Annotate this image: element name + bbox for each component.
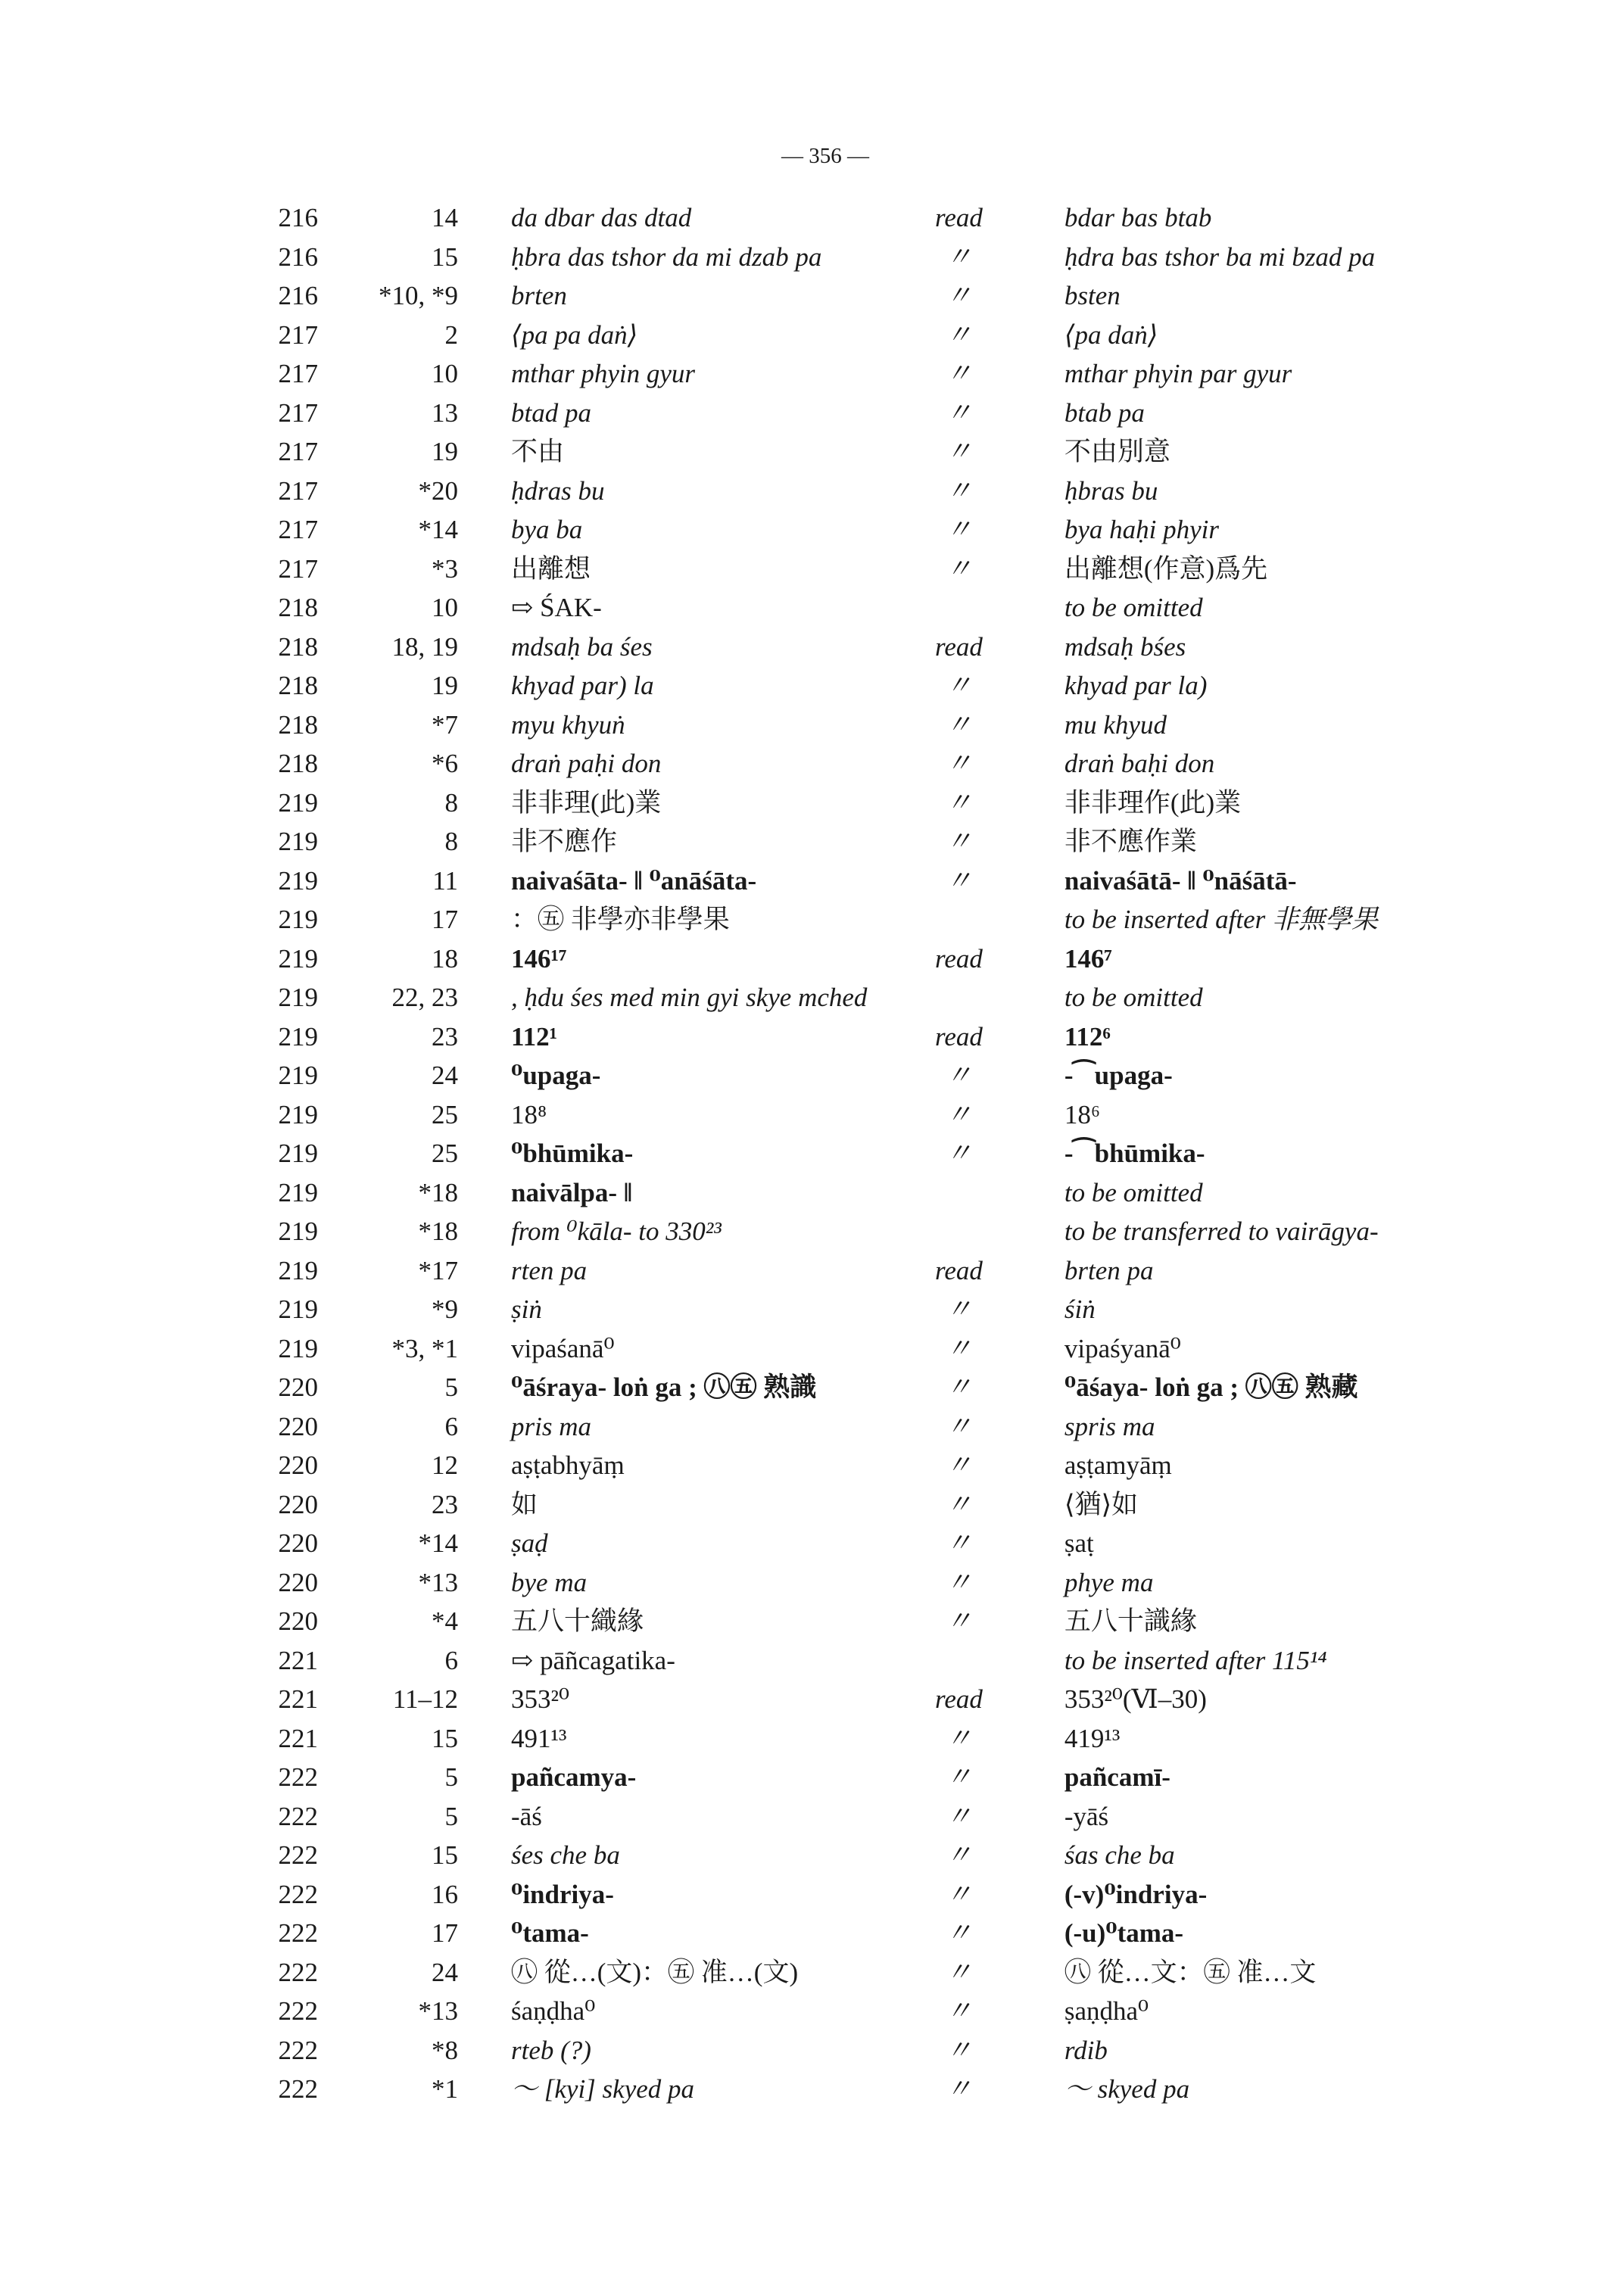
line-ref: *18 xyxy=(418,1217,458,1247)
original-text: aṣṭabhyāṃ xyxy=(511,1450,625,1481)
corrected-text: (-u)⁰tama- xyxy=(1064,1918,1184,1949)
read-mark: 〃 xyxy=(945,1411,972,1441)
page-ref: 216 xyxy=(278,281,318,311)
read-mark: 〃 xyxy=(945,865,972,896)
page-ref: 217 xyxy=(278,359,318,389)
corrected-text: bdar bas btab xyxy=(1064,203,1212,233)
original-text: pañcamya- xyxy=(511,1762,637,1793)
page-ref: 219 xyxy=(278,827,318,857)
read-mark: 〃 xyxy=(945,1801,972,1831)
line-ref: *20 xyxy=(418,475,458,506)
original-text: ṣiṅ xyxy=(511,1294,542,1325)
line-ref: 8 xyxy=(444,787,458,818)
page-ref: 222 xyxy=(278,2035,318,2065)
corrected-text: 不由別意 xyxy=(1064,437,1170,467)
page-ref: 219 xyxy=(278,1255,318,1285)
page-ref: 222 xyxy=(278,1918,318,1949)
corrected-text: -yāś xyxy=(1064,1801,1109,1831)
errata-row xyxy=(265,861,1534,901)
corrected-text: -⁀bhūmika- xyxy=(1064,1139,1205,1169)
read-mark: 〃 xyxy=(945,1333,972,1363)
read-mark: 〃 xyxy=(945,437,972,467)
line-ref: 10 xyxy=(432,359,458,389)
original-text: ⁰tama- xyxy=(511,1918,589,1949)
corrected-text: 112⁶ xyxy=(1064,1021,1111,1051)
corrected-text: pañcamī- xyxy=(1064,1762,1170,1793)
read-mark: 〃 xyxy=(945,1139,972,1169)
read-mark: 〃 xyxy=(945,397,972,428)
page-ref: 217 xyxy=(278,319,318,350)
errata-row xyxy=(265,276,1534,316)
page-ref: 222 xyxy=(278,1879,318,1909)
corrected-text: rdib xyxy=(1064,2035,1108,2065)
errata-row xyxy=(265,1719,1534,1759)
corrected-text: mthar phyin par gyur xyxy=(1064,359,1292,389)
corrected-text: to be omitted xyxy=(1064,1177,1203,1207)
original-text: ⁰upaga- xyxy=(511,1061,601,1091)
page-ref: 219 xyxy=(278,943,318,974)
corrected-text: ḥbras bu xyxy=(1064,475,1158,506)
errata-row xyxy=(265,1329,1534,1369)
errata-row xyxy=(265,354,1534,394)
original-text: rteb (?) xyxy=(511,2035,591,2065)
page-ref: 219 xyxy=(278,1099,318,1129)
page-ref: 219 xyxy=(278,983,318,1013)
line-ref: 18 xyxy=(432,943,458,974)
read-mark: 〃 xyxy=(945,515,972,545)
errata-row xyxy=(265,1407,1534,1447)
original-text: ⁰indriya- xyxy=(511,1879,614,1909)
line-ref: *3 xyxy=(432,553,458,584)
original-text: draṅ paḥi don xyxy=(511,749,662,779)
corrected-text: to be inserted after 非無學果 xyxy=(1064,905,1378,935)
original-text: ⁰bhūmika- xyxy=(511,1139,634,1169)
errata-row xyxy=(265,1953,1534,1992)
line-ref: *14 xyxy=(418,1528,458,1559)
errata-row xyxy=(265,1836,1534,1875)
original-text: myu khyuṅ xyxy=(511,709,625,740)
read-mark: 〃 xyxy=(945,2074,972,2105)
errata-row xyxy=(265,784,1534,823)
errata-row xyxy=(265,822,1534,861)
read-mark xyxy=(935,588,983,628)
errata-row xyxy=(265,1134,1534,1173)
corrected-text: śiṅ xyxy=(1064,1294,1096,1325)
corrected-text: 非不應作業 xyxy=(1064,827,1197,857)
errata-row xyxy=(265,510,1534,550)
errata-row xyxy=(265,1446,1534,1485)
corrected-text: phye ma xyxy=(1064,1567,1154,1597)
line-ref: *13 xyxy=(418,1996,458,2027)
original-text: naivaśāta- ‖ ⁰anāśāta- xyxy=(511,865,757,896)
line-ref: *4 xyxy=(432,1606,458,1637)
page-ref: 218 xyxy=(278,631,318,662)
line-ref: 15 xyxy=(432,1840,458,1871)
original-text: mthar phyin gyur xyxy=(511,359,696,389)
corrected-text: draṅ baḥi don xyxy=(1064,749,1215,779)
original-text: ḥbra das tshor da mi dzab pa xyxy=(511,241,822,272)
line-ref: 17 xyxy=(432,905,458,935)
corrected-text: ⁰āśaya- loṅ ga ; ㊇㊄ 熟藏 xyxy=(1064,1372,1358,1403)
read-mark: 〃 xyxy=(945,1840,972,1871)
corrected-text: bsten xyxy=(1064,281,1121,311)
read-mark: 〃 xyxy=(945,671,972,701)
errata-row xyxy=(265,706,1534,745)
page-ref: 216 xyxy=(278,203,318,233)
line-ref: 14 xyxy=(432,203,458,233)
corrected-text: bya haḥi phyir xyxy=(1064,515,1219,545)
page-ref: 220 xyxy=(278,1450,318,1481)
original-text: 353²⁰ xyxy=(511,1684,570,1715)
read-mark xyxy=(935,978,983,1017)
corrected-text: btab pa xyxy=(1064,397,1145,428)
original-text: bya ba xyxy=(511,515,583,545)
corrected-text: vipaśyanā⁰ xyxy=(1064,1333,1181,1363)
errata-row xyxy=(265,588,1534,628)
page-ref: 217 xyxy=(278,515,318,545)
read-mark: read xyxy=(935,203,983,233)
line-ref: 17 xyxy=(432,1918,458,1949)
page-ref: 222 xyxy=(278,1801,318,1831)
line-ref: 24 xyxy=(432,1061,458,1091)
original-text: naivālpa- ‖ xyxy=(511,1177,633,1207)
line-ref: *17 xyxy=(418,1255,458,1285)
errata-row xyxy=(265,1602,1534,1641)
line-ref: *13 xyxy=(418,1567,458,1597)
line-ref: *6 xyxy=(432,749,458,779)
line-ref: 6 xyxy=(444,1645,458,1675)
original-text: brten xyxy=(511,281,567,311)
line-ref: *8 xyxy=(432,2035,458,2065)
original-text: pris ma xyxy=(511,1411,591,1441)
original-text: mdsaḥ ba śes xyxy=(511,631,653,662)
read-mark xyxy=(935,900,983,939)
corrected-text: to be omitted xyxy=(1064,593,1203,623)
corrected-text: ⟨pa daṅ⟩ xyxy=(1064,319,1158,350)
read-mark: 〃 xyxy=(945,1567,972,1597)
original-text: ～ [kyi] skyed pa xyxy=(511,2074,695,2105)
errata-row xyxy=(265,1524,1534,1563)
original-text: vipaśanā⁰ xyxy=(511,1333,615,1363)
page-ref: 219 xyxy=(278,787,318,818)
read-mark: 〃 xyxy=(945,787,972,818)
page-ref: 222 xyxy=(278,1957,318,1987)
line-ref: *10, *9 xyxy=(379,281,458,311)
line-ref: 5 xyxy=(444,1801,458,1831)
corrected-text: aṣṭamyāṃ xyxy=(1064,1450,1172,1481)
page-ref: 219 xyxy=(278,1061,318,1091)
read-mark: 〃 xyxy=(945,1450,972,1481)
page-ref: 219 xyxy=(278,1294,318,1325)
page-ref: 219 xyxy=(278,905,318,935)
read-mark: 〃 xyxy=(945,319,972,350)
errata-row xyxy=(265,1368,1534,1407)
corrected-text: mu khyud xyxy=(1064,709,1167,740)
errata-row xyxy=(265,1290,1534,1329)
errata-row xyxy=(265,1017,1534,1057)
errata-row xyxy=(265,472,1534,511)
errata-row xyxy=(265,1251,1534,1291)
page-ref: 220 xyxy=(278,1606,318,1637)
original-text: 18⁸ xyxy=(511,1099,547,1129)
line-ref: 13 xyxy=(432,397,458,428)
corrected-text: naivaśātā- ‖ ⁰nāśātā- xyxy=(1064,865,1297,896)
line-ref: 12 xyxy=(432,1450,458,1481)
errata-row xyxy=(265,978,1534,1017)
page-ref: 217 xyxy=(278,475,318,506)
read-mark: read xyxy=(935,1021,983,1051)
errata-row xyxy=(265,1485,1534,1525)
page-ref: 217 xyxy=(278,553,318,584)
page-ref: 222 xyxy=(278,1762,318,1793)
page-ref: 220 xyxy=(278,1372,318,1403)
errata-row xyxy=(265,238,1534,277)
original-text: -āś xyxy=(511,1801,542,1831)
line-ref: 19 xyxy=(432,437,458,467)
page-ref: 222 xyxy=(278,1996,318,2027)
errata-row xyxy=(265,550,1534,589)
errata-row xyxy=(265,432,1534,472)
line-ref: 16 xyxy=(432,1879,458,1909)
original-text: ㊇ 從…(文)：㊄ 准…(文) xyxy=(511,1957,799,1987)
read-mark: 〃 xyxy=(945,827,972,857)
line-ref: 25 xyxy=(432,1139,458,1169)
errata-row xyxy=(265,628,1534,667)
original-text: 如 xyxy=(511,1489,538,1519)
corrected-text: ㊇ 從…文：㊄ 准…文 xyxy=(1064,1957,1317,1987)
original-text: 146¹⁷ xyxy=(511,943,567,974)
read-mark: 〃 xyxy=(945,281,972,311)
corrected-text: brten pa xyxy=(1064,1255,1154,1285)
corrected-text: -⁀upaga- xyxy=(1064,1061,1173,1091)
read-mark: 〃 xyxy=(945,359,972,389)
corrected-text: ṣaṇḍha⁰ xyxy=(1064,1996,1149,2027)
read-mark: 〃 xyxy=(945,1918,972,1949)
read-mark: read xyxy=(935,943,983,974)
corrected-text: śas che ba xyxy=(1064,1840,1175,1871)
read-mark: 〃 xyxy=(945,475,972,506)
original-text: ⟨pa pa daṅ⟩ xyxy=(511,319,638,350)
errata-row xyxy=(265,1056,1534,1095)
line-ref: 6 xyxy=(444,1411,458,1441)
line-ref: 18, 19 xyxy=(391,631,458,662)
errata-row xyxy=(265,900,1534,939)
read-mark: 〃 xyxy=(945,1996,972,2027)
corrected-text: ṣaṭ xyxy=(1064,1528,1094,1559)
read-mark: 〃 xyxy=(945,1957,972,1987)
read-mark: 〃 xyxy=(945,1762,972,1793)
line-ref: 5 xyxy=(444,1762,458,1793)
read-mark: 〃 xyxy=(945,1372,972,1403)
page-ref: 222 xyxy=(278,2074,318,2105)
line-ref: 23 xyxy=(432,1021,458,1051)
read-mark: 〃 xyxy=(945,1489,972,1519)
page-ref: 220 xyxy=(278,1411,318,1441)
original-text: 非不應作 xyxy=(511,827,618,857)
original-text: śaṇḍha⁰ xyxy=(511,1996,596,2027)
read-mark: 〃 xyxy=(945,553,972,584)
read-mark: 〃 xyxy=(945,1528,972,1559)
read-mark xyxy=(935,1173,983,1213)
corrected-text: ～ skyed pa xyxy=(1064,2074,1190,2105)
read-mark: 〃 xyxy=(945,2035,972,2065)
read-mark: 〃 xyxy=(945,241,972,272)
errata-row xyxy=(265,1992,1534,2031)
original-text: ：㊄ 非學亦非學果 xyxy=(511,905,730,935)
page-ref: 219 xyxy=(278,865,318,896)
page-ref: 219 xyxy=(278,1021,318,1051)
read-mark: 〃 xyxy=(945,1061,972,1091)
read-mark: read xyxy=(935,1684,983,1715)
errata-row xyxy=(265,1797,1534,1837)
errata-row xyxy=(265,1875,1534,1914)
read-mark: 〃 xyxy=(945,1606,972,1637)
line-ref: 22, 23 xyxy=(391,983,458,1013)
line-ref: 24 xyxy=(432,1957,458,1987)
line-ref: 23 xyxy=(432,1489,458,1519)
corrected-text: 353²⁰(Ⅵ–30) xyxy=(1064,1684,1207,1715)
errata-row xyxy=(265,1680,1534,1719)
errata-row xyxy=(265,198,1534,238)
original-text: śes che ba xyxy=(511,1840,620,1871)
read-mark: 〃 xyxy=(945,1099,972,1129)
original-text: 出離想 xyxy=(511,553,591,584)
errata-row xyxy=(265,1758,1534,1797)
original-text: ṣaḍ xyxy=(511,1528,548,1559)
corrected-text: to be omitted xyxy=(1064,983,1203,1013)
line-ref: *1 xyxy=(432,2074,458,2105)
page-ref: 219 xyxy=(278,1177,318,1207)
page-ref: 218 xyxy=(278,749,318,779)
line-ref: 19 xyxy=(432,671,458,701)
original-text: 112¹ xyxy=(511,1021,558,1051)
page-ref: 219 xyxy=(278,1217,318,1247)
corrected-text: (-v)⁰indriya- xyxy=(1064,1879,1208,1909)
line-ref: 5 xyxy=(444,1372,458,1403)
errata-row xyxy=(265,394,1534,433)
page-ref: 218 xyxy=(278,593,318,623)
errata-row xyxy=(265,1563,1534,1603)
errata-row xyxy=(265,1173,1534,1213)
page-ref: 218 xyxy=(278,709,318,740)
errata-row xyxy=(265,1914,1534,1953)
errata-row xyxy=(265,2070,1534,2109)
corrected-text: khyad par la) xyxy=(1064,671,1208,701)
page-ref: 217 xyxy=(278,437,318,467)
original-text: ḥdras bu xyxy=(511,475,605,506)
original-text: bye ma xyxy=(511,1567,588,1597)
errata-row xyxy=(265,316,1534,355)
line-ref: 11 xyxy=(432,865,458,896)
line-ref: *18 xyxy=(418,1177,458,1207)
line-ref: 11–12 xyxy=(392,1684,458,1715)
corrected-text: to be transferred to vairāgya- xyxy=(1064,1217,1379,1247)
page-ref: 221 xyxy=(278,1684,318,1715)
original-text: rten pa xyxy=(511,1255,588,1285)
original-text: khyad par) la xyxy=(511,671,654,701)
page-ref: 219 xyxy=(278,1139,318,1169)
original-text: 非非理(此)業 xyxy=(511,787,662,818)
read-mark: 〃 xyxy=(945,709,972,740)
errata-row xyxy=(265,1212,1534,1251)
page-number: — 356 — xyxy=(781,144,869,168)
corrected-text: ⟨猶⟩如 xyxy=(1064,1489,1139,1519)
corrected-text: to be inserted after 115¹⁴ xyxy=(1064,1645,1327,1675)
errata-row xyxy=(265,1095,1534,1135)
read-mark: read xyxy=(935,1255,983,1285)
page-ref: 220 xyxy=(278,1489,318,1519)
errata-row xyxy=(265,1641,1534,1681)
page-ref: 221 xyxy=(278,1645,318,1675)
read-mark: 〃 xyxy=(945,1723,972,1753)
errata-row xyxy=(265,2031,1534,2070)
original-text: 不由 xyxy=(511,437,565,467)
line-ref: *14 xyxy=(418,515,458,545)
corrected-text: 非非理作(此)業 xyxy=(1064,787,1242,818)
errata-row xyxy=(265,666,1534,706)
line-ref: *9 xyxy=(432,1294,458,1325)
errata-row xyxy=(265,939,1534,979)
corrected-text: 419¹³ xyxy=(1064,1723,1121,1753)
read-mark: 〃 xyxy=(945,1879,972,1909)
page-ref: 220 xyxy=(278,1528,318,1559)
corrected-text: spris ma xyxy=(1064,1411,1155,1441)
original-text: ⁰āśraya- loṅ ga ; ㊇㊄ 熟識 xyxy=(511,1372,817,1403)
corrected-text: 18⁶ xyxy=(1064,1099,1101,1129)
line-ref: *3, *1 xyxy=(391,1333,458,1363)
read-mark xyxy=(935,1641,983,1681)
corrected-text: 五八十識緣 xyxy=(1064,1606,1197,1637)
original-text: da dbar das dtad xyxy=(511,203,692,233)
line-ref: 8 xyxy=(444,827,458,857)
page-ref: 216 xyxy=(278,241,318,272)
read-mark: 〃 xyxy=(945,749,972,779)
line-ref: 10 xyxy=(432,593,458,623)
corrected-text: ḥdra bas tshor ba mi bzad pa xyxy=(1064,241,1376,272)
read-mark: 〃 xyxy=(945,1294,972,1325)
errata-table xyxy=(265,198,1534,2109)
page-ref: 218 xyxy=(278,671,318,701)
errata-row xyxy=(265,744,1534,784)
line-ref: 15 xyxy=(432,1723,458,1753)
original-text: 五八十織緣 xyxy=(511,1606,644,1637)
original-text: ⇨ pāñcagatika- xyxy=(511,1645,675,1675)
page-ref: 217 xyxy=(278,397,318,428)
original-text: , ḥdu śes med min gyi skye mched xyxy=(511,983,868,1013)
line-ref: 15 xyxy=(432,241,458,272)
line-ref: 25 xyxy=(432,1099,458,1129)
page-ref: 221 xyxy=(278,1723,318,1753)
line-ref: *7 xyxy=(432,709,458,740)
original-text: from ⁰kāla- to 330²³ xyxy=(511,1217,722,1247)
page-ref: 220 xyxy=(278,1567,318,1597)
page-ref: 219 xyxy=(278,1333,318,1363)
read-mark: read xyxy=(935,631,983,662)
page-ref: 222 xyxy=(278,1840,318,1871)
errata-body xyxy=(265,198,1534,2109)
read-mark xyxy=(935,1212,983,1251)
corrected-text: mdsaḥ bśes xyxy=(1064,631,1186,662)
original-text: ⇨ ŚAK- xyxy=(511,593,602,623)
corrected-text: 出離想(作意)爲先 xyxy=(1064,553,1268,584)
corrected-text: 146⁷ xyxy=(1064,943,1112,974)
original-text: btad pa xyxy=(511,397,591,428)
line-ref: 2 xyxy=(444,319,458,350)
original-text: 491¹³ xyxy=(511,1723,567,1753)
